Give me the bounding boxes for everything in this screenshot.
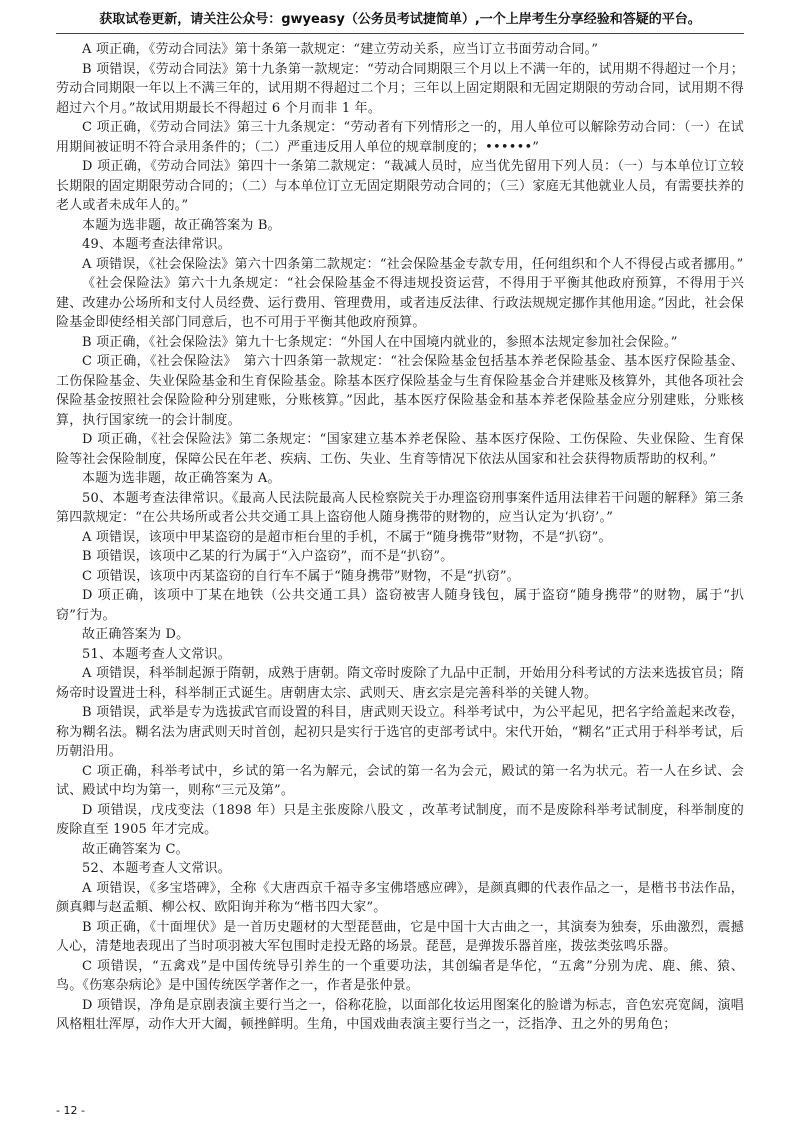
paragraph: 故正确答案为 C。	[82, 841, 189, 857]
paragraph: B 项正确，《社会保险法》第九十七条规定：“外国人在中国境内就业的，参照本法规定参加社会保险。”	[82, 334, 678, 350]
paragraph: 《社会保险法》第六十九条规定：“社会保险基金不得违规投资运营，不得用于平衡其他政府预算，不得用于兴建、改建办公场所和支付人员经费、运行费用、管理费用，或者违反法律、行政法规规定挪作其他用途。”因此，社会保险基金即使经相关部门同意后，也不可用于平衡其他政府预算。	[56, 276, 744, 330]
paragraph: A 项错误，《社会保险法》第六十四条第二款规定：“社会保险基金专款专用，任何组织和个人不得侵占或者挪用。”	[82, 256, 744, 272]
paragraph: D 项正确，该项中丁某在地铁（公共交通工具）盗窃被害人随身钱包，属于盗窃“随身携带”的财物，属于“扒窃”行为。	[56, 588, 744, 623]
paragraph: B 项正确，《十面埋伏》是一首历史题材的大型琵琶曲，它是中国十大古曲之一，其演奏为独奏，乐曲激烈，震撼人心，清楚地表现出了当时项羽被大军包围时走投无路的场景。琵琶，是弹拨乐器首座，拨弦类弦鸣乐器。	[56, 919, 744, 954]
paragraph: C 项正确，《劳动合同法》第三十九条规定：“劳动者有下列情形之一的，用人单位可以解除劳动合同：（一）在试用期间被证明不符合录用条件的；（二）严重违反用人单位的规章制度的；••••••”	[56, 120, 744, 155]
question-heading: 49、本题考查法律常识。	[82, 237, 231, 252]
question-heading: 50、本题考查法律常识。《最高人民法院最高人民检察院关于办理盗窃刑事案件适用法律若干问题的解释》第三条第四款规定：“在公共场所或者公共交通工具上盗窃他人随身携带的财物的，应当认定为‘扒窃’。”	[56, 490, 744, 525]
paragraph: C 项错误，该项中丙某盗窃的自行车不属于“随身携带”财物，不是“扒窃”。	[82, 568, 520, 584]
paragraph: D 项错误，净角是京剧表演主要行当之一，俗称花脸，以面部化妆运用图案化的脸谱为标志，音色宏亮宽阔，演唱风格粗壮浑厚，动作大开大阖，顿挫鲜明。生角，中国戏曲表演主要行当之一，泛指净、丑之外的男角色；	[56, 997, 744, 1032]
paragraph: D 项正确，《社会保险法》第二条规定：“国家建立基本养老保险、基本医疗保险、工伤保险、失业保险、生育保险等社会保险制度，保障公民在年老、疾病、工伤、失业、生育等情况下依法从国家和社会获得物质帮助的权利。”	[56, 432, 744, 467]
paragraph: C 项正确，科举考试中，乡试的第一名为解元，会试的第一名为会元，殿试的第一名为状元。若一人在乡试、会试、殿试中均为第一，则称“三元及第”。	[56, 763, 744, 798]
paragraph: A 项正确，《劳动合同法》第十条第一款规定：“建立劳动关系，应当订立书面劳动合同。”	[82, 42, 599, 57]
document-header-banner: 获取试卷更新，请关注公众号：gwyeasy（公务员考试捷简单）,一个上岸考生分享经验和答疑的平台。	[99, 12, 701, 27]
paragraph: B 项错误，《劳动合同法》第十九条第一款规定：“劳动合同期限三个月以上不满一年的，试用期不得超过一个月；劳动合同期限一年以上不满三年的，试用期不得超过二个月；三年以上固定期限和无固定期限的劳动合同，试用期不得超过六个月。”故试用期最长不得超过 6 个月而非 1 年。	[56, 61, 744, 116]
header-divider	[56, 33, 744, 34]
paragraph: 本题为选非题，故正确答案为 B。	[82, 217, 281, 233]
page-number: - 12 -	[56, 1104, 85, 1117]
paragraph: A 项错误，《多宝塔碑》，全称《大唐西京千福寺多宝佛塔感应碑》，是颜真卿的代表作品之一，是楷书书法作品，颜真卿与赵孟頫、柳公权、欧阳询并称为“楷书四大家”。	[56, 880, 744, 915]
question-heading: 52、本题考查人文常识。	[82, 861, 231, 876]
paragraph: B 项错误，武举是专为选拔武官而设置的科目，唐武则天设立。科举考试中，为公平起见，把名字给盖起来改卷，称为糊名法。糊名法为唐武则天时首创，起初只是实行于选官的吏部考试中。宋代开始，“糊名”正式用于科举考试，后历朝沿用。	[56, 705, 744, 759]
paragraph: A 项错误，科举制起源于隋朝，成熟于唐朝。隋文帝时废除了九品中正制，开始用分科考试的方法来选拔官员；隋炀帝时设置进士科，科举制正式诞生。唐朝唐太宗、武则天、唐玄宗是完善科举的关键人物。	[56, 666, 744, 701]
paragraph: A 项错误，该项中甲某盗窃的是超市柜台里的手机，不属于“随身携带”财物，不是“扒窃”。	[82, 529, 612, 545]
paragraph: D 项错误，戊戌变法（1898 年）只是主张废除八股文 ，改革考试制度，而不是废除科举考试制度，科举制度的废除直至 1905 年才完成。	[56, 802, 744, 837]
paragraph: B 项错误，该项中乙某的行为属于“入户盗窃”，而不是“扒窃”。	[82, 549, 454, 564]
paragraph: C 项错误，“五禽戏”是中国传统导引养生的一个重要功法，其创编者是华佗，“五禽”分别为虎、鹿、熊、猿、鸟。《伤寒杂病论》是中国传统医学著作之一，作者是张仲景。	[56, 958, 744, 993]
paragraph: C 项正确，《社会保险法》 第六十四条第一款规定：“社会保险基金包括基本养老保险基金、基本医疗保险基金、工伤保险基金、失业保险基金和生育保险基金。除基本医疗保险基金与生育保险基金合并建账及核算外，其他各项社会保险基金按照社会保险险种分别建账，分账核算。”因此，基本医疗保险基金和基本养老保险基金应分别建账，分账核算，执行国家统一的会计制度。	[56, 354, 744, 428]
answer-explanation-body	[56, 40, 744, 1035]
paragraph: D 项正确，《劳动合同法》第四十一条第二款规定：“裁减人员时，应当优先留用下列人员：（一）与本单位订立较长期限的固定期限劳动合同的；（二）与本单位订立无固定期限劳动合同的；（三）家庭无其他就业人员，有需要扶养的老人或者未成年人的。”	[56, 159, 744, 213]
paragraph: 故正确答案为 D。	[82, 627, 190, 642]
question-heading: 51、本题考查人文常识。	[82, 646, 231, 662]
paragraph: 本题为选非题，故正确答案为 A。	[82, 471, 281, 486]
